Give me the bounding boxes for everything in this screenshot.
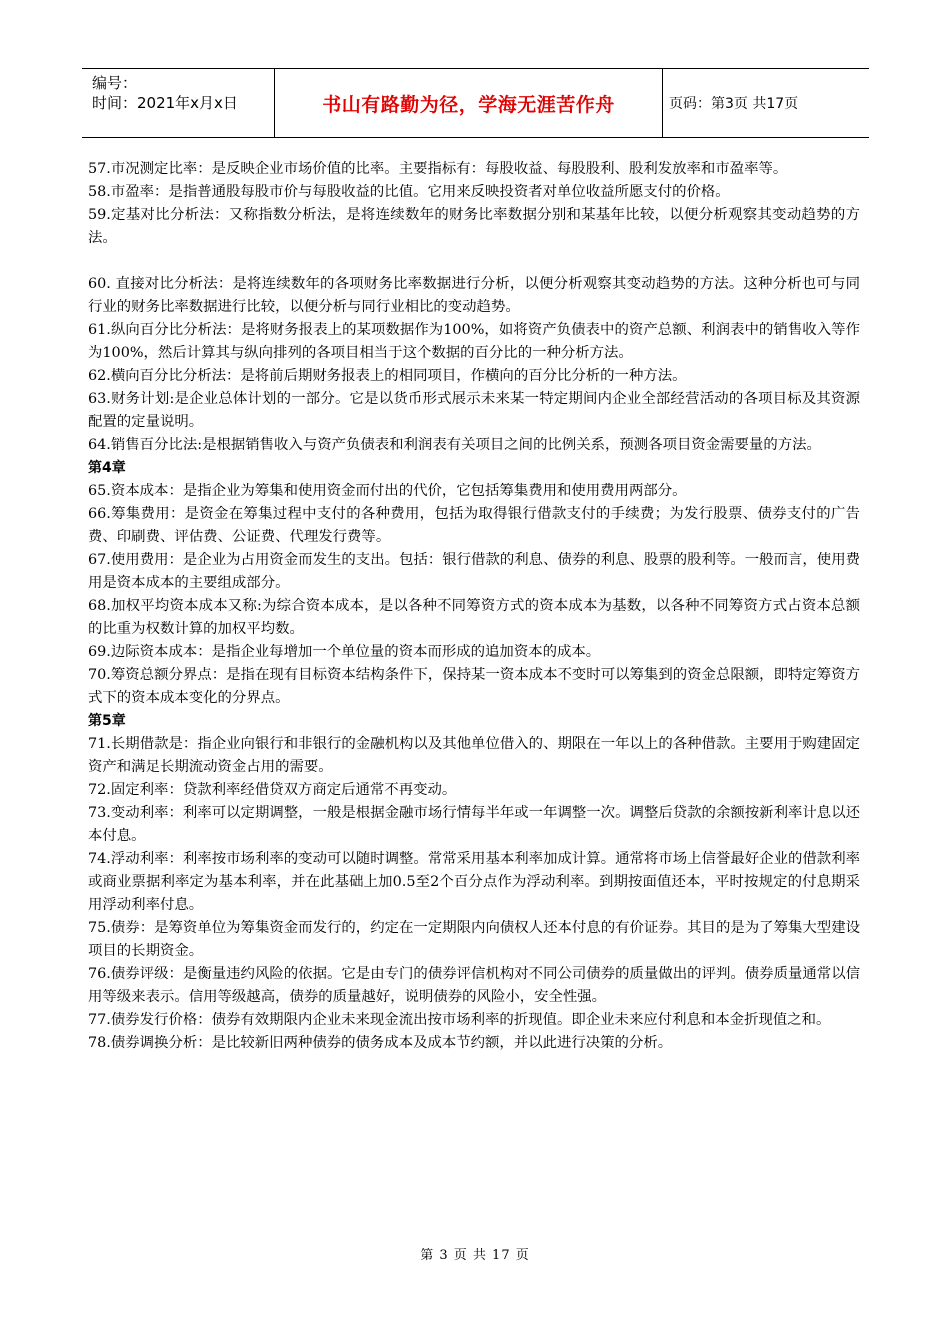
term-definition: 77.债券发行价格：债券有效期限内企业未来现金流出按市场利率的折现值。即企业未来应付利息和本金折现值之和。: [88, 1012, 831, 1028]
term-definition: 71.长期借款是：指企业向银行和非银行的金融机构以及其他单位借入的、期限在一年以上的各种借款。主要用于购建固定资产和满足长期流动资金占用的需要。: [88, 736, 860, 775]
term-definition: 66.筹集费用：是资金在筹集过程中支付的各种费用，包括为取得银行借款支付的手续费；为发行股票、债券支付的广告费、印刷费、评估费、公证费、代理发行费等。: [88, 506, 860, 545]
term-definition: 73.变动利率：利率可以定期调整，一般是根据金融市场行情每半年或一年调整一次。调整后贷款的余额按新利率计息以还本付息。: [88, 805, 860, 844]
term-definition: 58.市盈率：是指普通股每股市价与每股收益的比值。它用来反映投资者对单位收益所愿支付的价格。: [88, 184, 730, 200]
chapter-heading: 第5章: [88, 713, 126, 729]
document-body: [88, 158, 860, 1055]
term-definition: 59.定基对比分析法：又称指数分析法，是将连续数年的财务比率数据分别和某基年比较，以便分析观察其变动趋势的方法。: [88, 207, 860, 246]
term-definition: 78.债券调换分析：是比较新旧两种债券的债务成本及成本节约额，并以此进行决策的分析。: [88, 1035, 673, 1051]
header-meta: [82, 69, 275, 137]
term-definition: 75.债券：是筹资单位为筹集资金而发行的，约定在一定期限内向债权人还本付息的有价证券。其目的是为了筹集大型建设项目的长期资金。: [88, 920, 860, 959]
document-time-label: 时间：2021年x月x日: [92, 94, 238, 112]
page-footer: 第 3 页 共 17 页: [420, 1248, 530, 1263]
term-definition: 60. 直接对比分析法：是将连续数年的各项财务比率数据进行分析，以便分析观察其变动趋势的方法。这种分析也可与同行业的财务比率数据进行比较，以便分析与同行业相比的变动趋势。: [88, 276, 860, 315]
term-definition: 61.纵向百分比分析法：是将财务报表上的某项数据作为100%，如将资产负债表中的资产总额、利润表中的销售收入等作为100%，然后计算其与纵向排列的各项目相当于这个数据的百分比的一种分析方法。: [88, 322, 860, 361]
term-definition: 62.横向百分比分析法：是将前后期财务报表上的相同项目，作横向的百分比分析的一种方法。: [88, 368, 687, 384]
term-definition: 76.债券评级：是衡量违约风险的依据。它是由专门的债券评信机构对不同公司债券的质量做出的评判。债券质量通常以信用等级来表示。信用等级越高，债券的质量越好，说明债券的风险小，安全性强。: [88, 966, 860, 1005]
term-definition: 67.使用费用：是企业为占用资金而发生的支出。包括：银行借款的利息、债券的利息、股票的股利等。一般而言，使用费用是资本成本的主要组成部分。: [88, 552, 860, 591]
term-definition: 72.固定利率：贷款利率经借贷双方商定后通常不再变动。: [88, 782, 457, 798]
term-definition: 74.浮动利率：利率按市场利率的变动可以随时调整。常常采用基本利率加成计算。通常将市场上信誉最好企业的借款利率或商业票据利率定为基本利率，并在此基础上加0.5至2个百分点作为浮动利率。到期按面值还本，平时按规定的付息期采用浮动利率付息。: [88, 851, 860, 913]
term-definition: 57.市况测定比率：是反映企业市场价值的比率。主要指标有：每股收益、每股股利、股利发放率和市盈率等。: [88, 161, 788, 177]
term-definition: 70.筹资总额分界点：是指在现有目标资本结构条件下，保持某一资本成本不变时可以筹集到的资金总限额，即特定筹资方式下的资本成本变化的分界点。: [88, 667, 860, 706]
chapter-heading: 第4章: [88, 460, 126, 476]
blank-line: [88, 250, 860, 273]
term-definition: 68.加权平均资本成本又称:为综合资本成本，是以各种不同筹资方式的资本成本为基数，以各种不同筹资方式占资本总额的比重为权数计算的加权平均数。: [88, 598, 860, 637]
term-definition: 69.边际资本成本：是指企业每增加一个单位量的资本而形成的追加资本的成本。: [88, 644, 601, 660]
header-motto: 书山有路勤为径，学海无涯苦作舟: [275, 69, 663, 137]
term-definition: 65.资本成本：是指企业为筹集和使用资金而付出的代价，它包括筹集费用和使用费用两部分。: [88, 483, 687, 499]
term-definition: 64.销售百分比法:是根据销售收入与资产负债表和利润表有关项目之间的比例关系，预测各项目资金需要量的方法。: [88, 437, 821, 453]
term-definition: 63.财务计划:是企业总体计划的一部分。它是以货币形式展示未来某一特定期间内企业全部经营活动的各项目标及其资源配置的定量说明。: [88, 391, 860, 430]
page-header: [82, 68, 869, 138]
header-page-number: 页码：第3页 共17页: [669, 96, 799, 112]
document-number-label: 编号：: [92, 74, 138, 92]
